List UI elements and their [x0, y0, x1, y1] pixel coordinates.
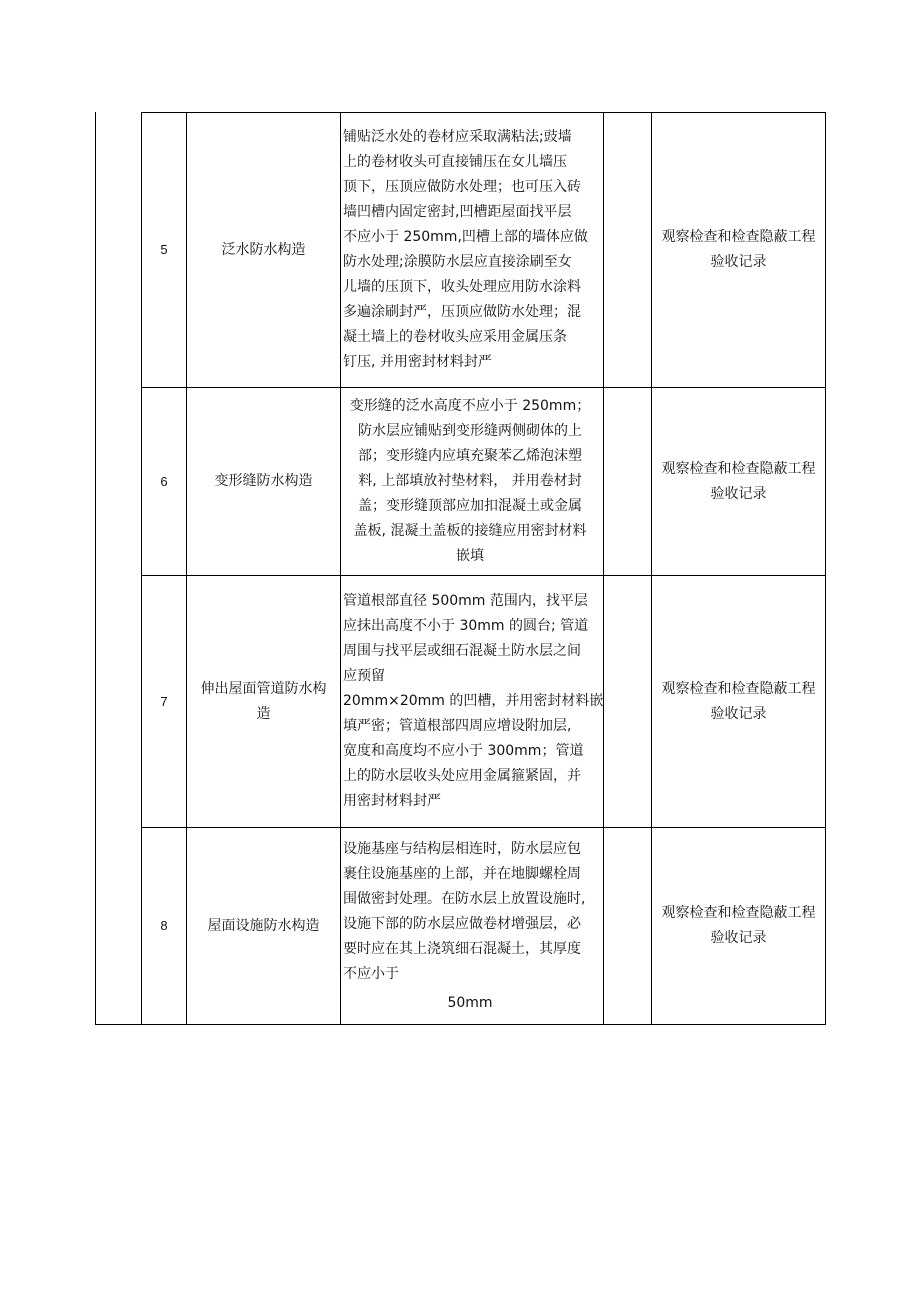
check-method-line: 观察检查和检查隐蔽工程 [661, 680, 816, 697]
requirement-line: 儿墙的压顶下，收头处理应用防水涂料 [343, 279, 581, 295]
requirement-line: 嵌填 [456, 548, 484, 564]
check-method-cell [652, 113, 826, 388]
requirement-line: 多遍涂刷封严，压顶应做防水处理；混 [343, 304, 581, 320]
requirement-cell [341, 113, 604, 388]
requirement-line: 应抹出高度不小于 30mm 的圆台; 管道 [343, 618, 589, 634]
item-number-cell [142, 828, 187, 1025]
check-method-line: 观察检查和检查隐蔽工程 [661, 905, 816, 921]
requirement-line: 墙凹槽内固定密封,凹槽距屋面找平层 [343, 204, 572, 220]
requirement-line: 设施基座与结构层相连时，防水层应包 [343, 840, 581, 857]
item-name: 屋面设施防水构造 [207, 917, 320, 934]
requirement-line: 上的防水层收头处应用金属箍紧固，并 [343, 768, 581, 784]
requirement-line: 盖；变形缝顶部应加扣混凝土或金属 [358, 498, 582, 514]
check-method-cell [652, 576, 826, 828]
table-row [142, 576, 826, 828]
requirement-line: 50mm [447, 994, 493, 1011]
requirement-line: 围做密封处理。在防水层上放置设施时, [343, 890, 586, 907]
requirement-line: 周围与找平层或细石混凝土防水层之间 [343, 643, 581, 659]
check-method-cell [652, 828, 826, 1025]
requirement-cell [341, 828, 604, 1025]
requirement-line: 应预留 [343, 668, 385, 684]
table-row [142, 388, 826, 576]
item-number: 6 [160, 473, 168, 489]
item-name: 泛水防水构造 [221, 241, 306, 258]
empty-cell [604, 576, 652, 828]
item-name-cell [187, 388, 341, 576]
requirement-line: 防水处理;涂膜防水层应直接涂刷至女 [343, 254, 572, 270]
requirement-line: 设施下部的防水层应做卷材增强层，必 [343, 915, 581, 932]
requirement-line: 用密封材料封严 [343, 793, 441, 809]
item-number-cell [142, 113, 187, 388]
requirement-line: 钉压, 并用密封材料封严 [343, 354, 492, 370]
item-number-cell [142, 576, 187, 828]
requirement-line: 变形缝的泛水高度不应小于 250mm； [349, 398, 591, 414]
requirement-line: 裹住设施基座的上部，并在地脚螺栓周 [343, 865, 581, 882]
empty-cell [604, 388, 652, 576]
table-row [142, 828, 826, 1025]
item-name: 伸出屋面管道防水构 [200, 680, 327, 697]
check-method-cell [652, 388, 826, 576]
check-method-line: 验收记录 [710, 705, 767, 722]
item-name-cell [187, 113, 341, 388]
requirement-line: 管道根部直径 500mm 范围内，找平层 [343, 593, 588, 609]
item-name: 造 [256, 705, 271, 722]
requirement-line: 盖板, 混凝土盖板的接缝应用密封材料 [353, 523, 587, 539]
inspection-table [141, 112, 826, 1025]
requirement-line: 填严密；管道根部四周应增设附加层, [343, 718, 572, 734]
requirement-line: 宽度和高度均不应小于 300mm；管道 [343, 743, 584, 759]
check-method-line: 观察检查和检查隐蔽工程 [661, 460, 816, 477]
table-row [142, 113, 826, 388]
requirement-line: 部；变形缝内应填充聚苯乙烯泡沫塑 [358, 448, 582, 464]
item-number: 8 [160, 918, 168, 933]
item-number: 7 [160, 693, 168, 709]
check-method-line: 观察检查和检查隐蔽工程 [661, 229, 816, 245]
requirement-line: 防水层应铺贴到变形缝两侧砌体的上 [358, 423, 582, 439]
requirement-line: 铺贴泛水处的卷材应采取满粘法;豉墙 [343, 129, 572, 145]
requirement-line: 顶下，压顶应做防水处理；也可压入砖 [343, 179, 581, 195]
requirement-cell [341, 576, 604, 828]
requirement-line: 凝土墙上的卷材收头应采用金属压条 [343, 329, 567, 345]
requirement-line: 不应小于 [343, 965, 399, 982]
item-number-cell [142, 388, 187, 576]
check-method-line: 验收记录 [710, 930, 767, 946]
requirement-line: 上的卷材收头可直接铺压在女儿墙压 [343, 154, 567, 170]
empty-cell [604, 113, 652, 388]
check-method-line: 验收记录 [710, 485, 767, 502]
item-number: 5 [160, 242, 168, 257]
requirement-line: 不应小于 250mm,凹槽上部的墙体应做 [343, 229, 588, 245]
requirement-cell [341, 388, 604, 576]
requirement-line: 20mm×20mm 的凹槽，并用密封材料嵌 [343, 693, 604, 709]
item-name: 变形缝防水构造 [214, 473, 313, 489]
requirement-line: 要时应在其上浇筑细石混凝土，其厚度 [343, 940, 581, 957]
check-method-line: 验收记录 [710, 254, 767, 270]
outer-frame-left-line [95, 112, 96, 1025]
empty-cell [604, 828, 652, 1025]
item-name-cell [187, 828, 341, 1025]
requirement-line: 料, 上部填放衬垫材料， 并用卷材封 [358, 473, 582, 489]
item-name-cell [187, 576, 341, 828]
